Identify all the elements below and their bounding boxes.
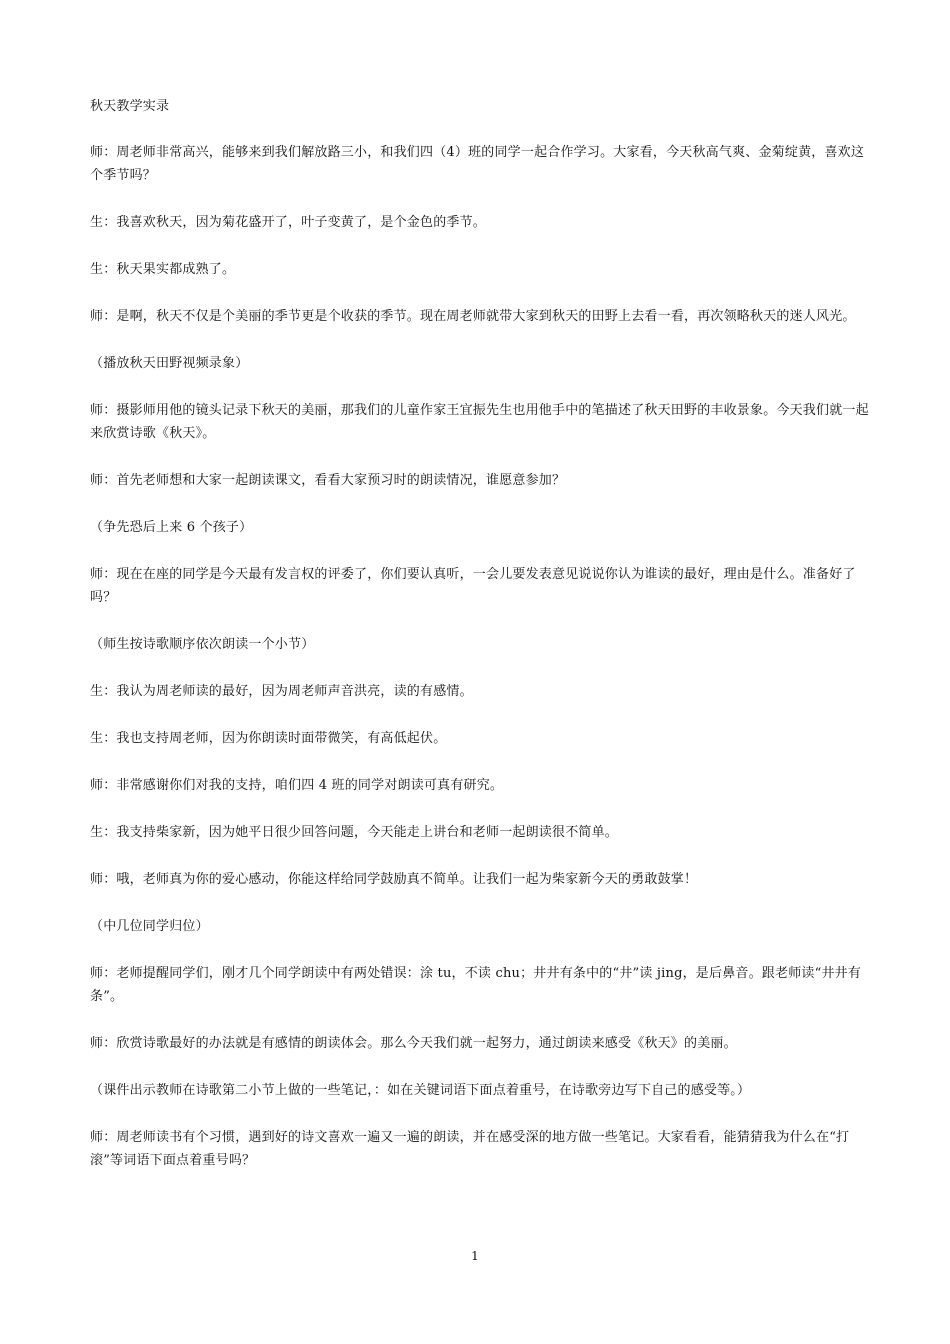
paragraph-5: （播放秋天田野视频录象）: [90, 356, 249, 371]
document-body: [90, 95, 870, 1196]
paragraph-12: 生：我也支持周老师，因为你朗读时面带微笑，有高低起伏。: [90, 731, 447, 746]
paragraph-10: （师生按诗歌顺序依次朗读一个小节）: [90, 637, 315, 652]
page-number: 1: [471, 1249, 479, 1263]
paragraph-13: 师：非常感谢你们对我的支持，咱们四 4 班的同学对朗读可真有研究。: [90, 778, 504, 793]
paragraph-14: 生：我支持柴家新，因为她平日很少回答问题，今天能走上讲台和老师一起朗读很不简单。: [90, 825, 619, 840]
paragraph-9: 师：现在在座的同学是今天最有发言权的评委了，你们要认真听，一会儿要发表意见说说你认为谁读的最好，理由是什么。准备好了吗？: [90, 567, 856, 605]
paragraph-11: 生：我认为周老师读的最好，因为周老师声音洪亮，读的有感情。: [90, 684, 473, 699]
paragraph-1: 师：周老师非常高兴，能够来到我们解放路三小，和我们四（4）班的同学一起合作学习。大家看，今天秋高气爽、金菊绽黄，喜欢这个季节吗？: [90, 145, 865, 183]
paragraph-3: 生：秋天果实都成熟了。: [90, 262, 236, 277]
paragraph-16: （中几位同学归位）: [90, 919, 209, 934]
paragraph-15: 师：哦，老师真为你的爱心感动，你能这样给同学鼓励真不简单。让我们一起为柴家新今天的勇敢鼓掌！: [90, 872, 698, 887]
paragraph-17: 师：老师提醒同学们，刚才几个同学朗读中有两处错误：涂 tu，不读 chu；井井有条中的“井”读 jing，是后鼻音。跟老师读“井井有条”。: [90, 966, 862, 1004]
paragraph-18: 师：欣赏诗歌最好的办法就是有感情的朗读体会。那么今天我们就一起努力，通过朗读来感受《秋天》的美丽。: [90, 1036, 737, 1051]
paragraph-8: （争先恐后上来 6 个孩子）: [90, 520, 253, 535]
paragraph-7: 师：首先老师想和大家一起朗读课文，看看大家预习时的朗读情况，谁愿意参加？: [90, 473, 566, 488]
paragraph-4: 师：是啊，秋天不仅是个美丽的季节更是个收获的季节。现在周老师就带大家到秋天的田野上去看一看，再次领略秋天的迷人风光。: [90, 309, 856, 324]
paragraph-20: 师：周老师读书有个习惯，遇到好的诗文喜欢一遍又一遍的朗读，并在感受深的地方做一些笔记。大家看看，能猜猜我为什么在“打滚”等词语下面点着重号吗？: [90, 1130, 850, 1168]
paragraph-19: （课件出示教师在诗歌第二小节上做的一些笔记，：如在关键词语下面点着重号，在诗歌旁边写下自己的感受等。）: [90, 1083, 751, 1098]
document-title: 秋天教学实录: [90, 99, 170, 114]
paragraph-2: 生：我喜欢秋天，因为菊花盛开了，叶子变黄了，是个金色的季节。: [90, 215, 487, 230]
paragraph-6: 师：摄影师用他的镜头记录下秋天的美丽，那我们的儿童作家王宜振先生也用他手中的笔描述了秋天田野的丰收景象。今天我们就一起来欣赏诗歌《秋天》。: [90, 403, 869, 441]
